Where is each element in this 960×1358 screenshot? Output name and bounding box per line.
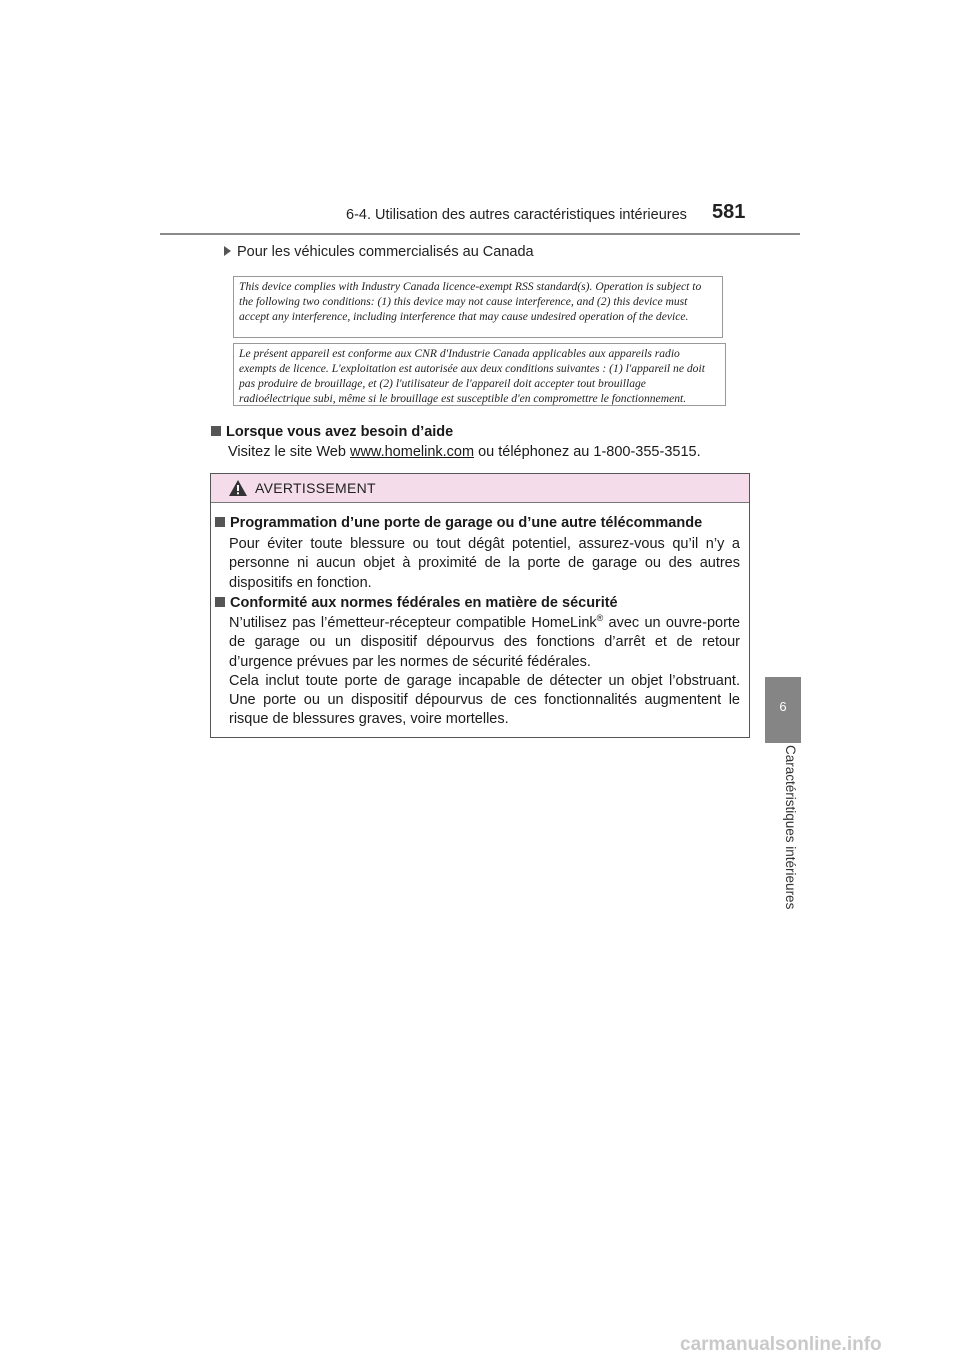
help-heading-text: Lorsque vous avez besoin d’aide [226,424,454,440]
page-number: 581 [712,201,746,223]
region-line [224,244,534,260]
warning-section1-heading [215,515,702,531]
chapter-tab-number: 6 [779,699,787,714]
warning-section2-paragraph-2: Cela inclut toute porte de garage incapable de détecter un objet l’obstruant. Une porte ou un dispositif dépourvus de ces fonctionnalités augmentent le risque de blessures graves, voire mortelles. [229,672,740,728]
square-bullet-icon [215,517,225,527]
warning-section2-text-a: N’utilisez pas l’émetteur-récepteur compatible HomeLink [229,615,597,631]
help-heading [211,424,453,440]
warning-triangle-icon [228,479,248,497]
warning-section1-paragraph: Pour éviter toute blessure ou tout dégât potentiel, assurez-vous qu’il n’y a personne ni aucun objet à proximité de la porte de garage ou des autres dispositifs en fonction. [229,536,740,591]
help-body [228,444,701,460]
warning-section2-heading [215,595,618,611]
square-bullet-icon [215,597,225,607]
notice-french: Le présent appareil est conforme aux CNR d'Industrie Canada applicables aux appareils radio exempts de licence. L'exploitation est autorisée aux deux conditions suivantes : (1) l'appareil ne doit pas produire de brouillage, et (2) l'utilisateur de l'appareil doit accepter tout brouillage radioélectrique subi, même si le brouillage est susceptible d'en compromettre le fonctionnement. [233,343,726,406]
watermark: carmanualsonline.info [680,1334,882,1355]
square-bullet-icon [211,426,221,436]
warning-section1-heading-text: Programmation d’une porte de garage ou d’une autre télécommande [230,515,703,531]
triangle-bullet-icon [224,246,231,256]
warning-section2-paragraph-1 [229,614,740,672]
warning-section2-text-b: avec un ouvre-porte de garage ou un dispositif dépourvus des fonctions d’arrêt et de retour d’urgence prévues par les normes de sécurité fédérales. [229,615,741,670]
help-prefix: Visitez le site Web [228,444,350,460]
header-rule [160,233,800,235]
chapter-side-label: Caractéristiques intérieures [783,745,798,910]
warning-section2-heading-text: Conformité aux normes fédérales en matière de sécurité [230,595,618,611]
warning-label: AVERTISSEMENT [255,480,376,496]
notice-english: This device complies with Industry Canada licence-exempt RSS standard(s). Operation is subject to the following two conditions: (1) this device may not cause interference, and (2) this device must accept any interference, including interference that may cause undesired operation of the device. [233,276,723,338]
warning-section1-text [229,535,740,593]
region-text: Pour les véhicules commercialisés au Canada [237,244,534,260]
header-title: 6-4. Utilisation des autres caractéristiques intérieures [346,207,687,223]
homelink-link[interactable]: www.homelink.com [349,444,475,460]
registered-mark: ® [596,613,604,624]
warning-section2-text [229,614,740,730]
help-suffix: ou téléphonez au 1-800-355-3515. [474,444,701,460]
